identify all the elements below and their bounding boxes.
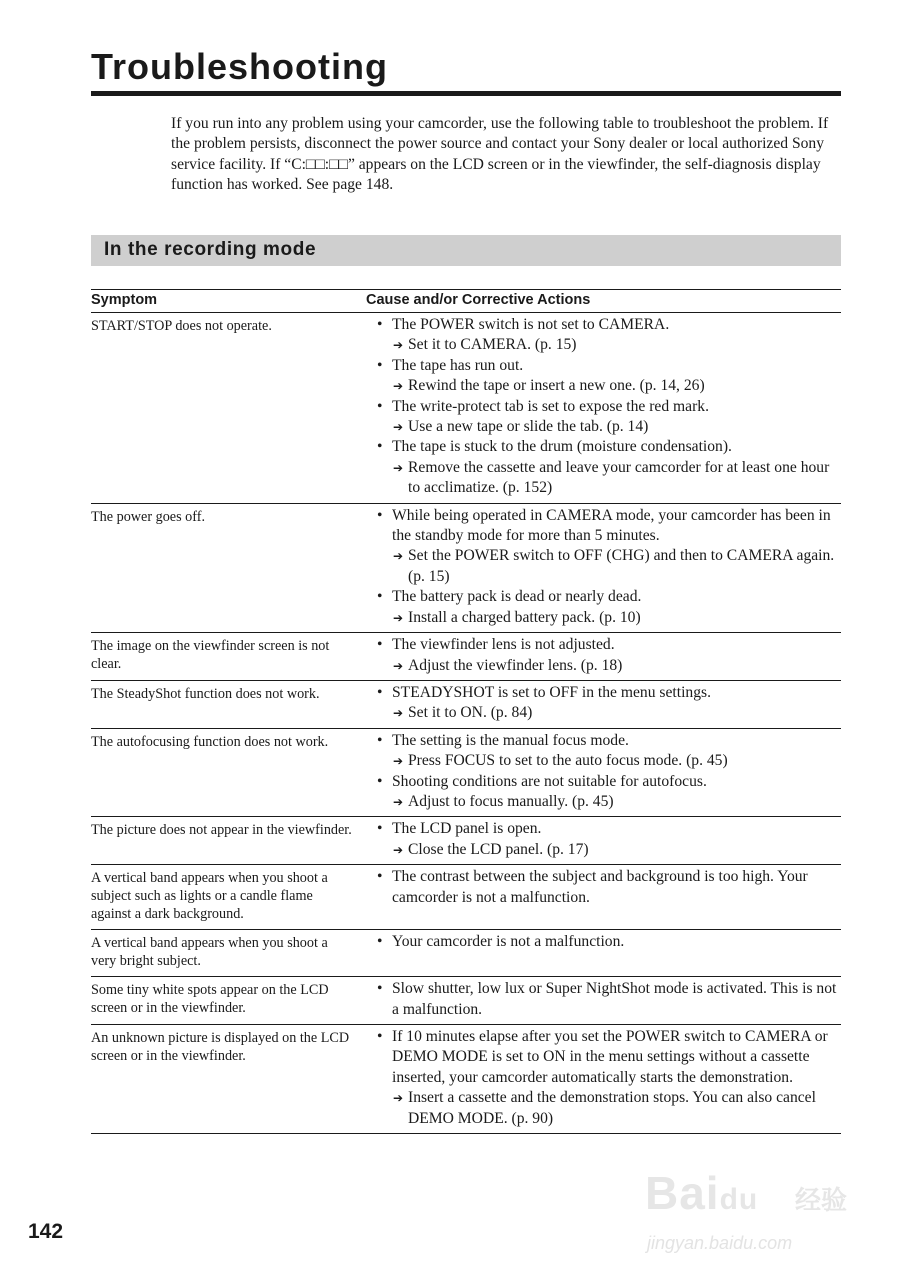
actions-cell: [366, 817, 841, 865]
table-row: [91, 865, 841, 930]
bullet-icon: •: [377, 980, 383, 998]
bullet-icon: •: [377, 683, 383, 701]
arrow-right-icon: ➔: [393, 842, 404, 857]
symptom-cell: The autofocusing function does not work.: [91, 728, 366, 817]
symptom-cell: The SteadyShot function does not work.: [91, 680, 366, 728]
arrow-right-icon: ➔: [393, 658, 404, 673]
cause-text: STEADYSHOT is set to OFF in the menu settings.: [392, 683, 711, 701]
remedy-text: Install a charged battery pack. (p. 10): [408, 608, 641, 626]
actions-cell: [366, 1024, 841, 1133]
cause-text: The setting is the manual focus mode.: [392, 731, 629, 749]
arrow-right-icon: ➔: [393, 754, 404, 769]
bullet-icon: •: [377, 820, 383, 838]
remedy-text: Set it to ON. (p. 84): [408, 704, 533, 722]
watermark-sub: 经验: [795, 1186, 848, 1216]
remedy-item: [366, 417, 841, 437]
cause-text: If 10 minutes elapse after you set the POWER switch to CAMERA or DEMO MODE is set to ON in the menu settings without a cassette inserted, your camcorder automatically starts the demonstration.: [392, 1027, 828, 1086]
table-row: [91, 817, 841, 865]
arrow-right-icon: ➔: [393, 794, 404, 809]
cause-item: [366, 635, 841, 655]
cause-item: [366, 506, 841, 547]
remedy-text: Set the POWER switch to OFF (CHG) and then to CAMERA again. (p. 15): [408, 547, 835, 585]
watermark-url: jingyan.baidu.com: [647, 1233, 793, 1253]
cause-item: [366, 932, 841, 952]
cause-item: [366, 315, 841, 335]
cause-text: The tape is stuck to the drum (moisture condensation).: [392, 438, 732, 456]
cause-text: The tape has run out.: [392, 356, 524, 374]
section-heading: In the recording mode: [104, 239, 317, 260]
cause-item: [366, 356, 841, 376]
table-row: [91, 1024, 841, 1133]
symptom-header: Symptom: [91, 290, 366, 313]
bullet-icon: •: [377, 1027, 383, 1045]
actions-cell: [366, 633, 841, 681]
arrow-right-icon: ➔: [393, 610, 404, 625]
bullet-icon: •: [377, 438, 383, 456]
cause-text: The write-protect tab is set to expose the red mark.: [392, 397, 709, 415]
symptom-cell: The image on the viewfinder screen is not clear.: [91, 633, 366, 681]
table-header-row: [91, 290, 841, 313]
remedy-item: [366, 546, 841, 587]
remedy-text: Insert a cassette and the demonstration stops. You can also cancel DEMO MODE. (p. 90): [408, 1089, 816, 1127]
table-row: [91, 313, 841, 504]
table-row: [91, 633, 841, 681]
table-row: [91, 728, 841, 817]
arrow-right-icon: ➔: [393, 706, 404, 721]
remedy-text: Set it to CAMERA. (p. 15): [408, 336, 577, 354]
remedy-item: [366, 656, 841, 676]
cause-text: The viewfinder lens is not adjusted.: [392, 636, 615, 654]
page-title: Troubleshooting: [91, 46, 388, 87]
symptom-cell: The power goes off.: [91, 503, 366, 632]
table-row: [91, 977, 841, 1025]
arrow-right-icon: ➔: [393, 1091, 404, 1106]
cause-text: The contrast between the subject and background is too high. Your camcorder is not a malfunction.: [392, 868, 808, 906]
symptom-cell: The picture does not appear in the viewfinder.: [91, 817, 366, 865]
remedy-text: Press FOCUS to set to the auto focus mode. (p. 45): [408, 752, 728, 770]
actions-cell: [366, 728, 841, 817]
arrow-right-icon: ➔: [393, 420, 404, 435]
remedy-item: [366, 376, 841, 396]
symptom-cell: An unknown picture is displayed on the LCD screen or in the viewfinder.: [91, 1024, 366, 1133]
remedy-text: Adjust the viewfinder lens. (p. 18): [408, 656, 623, 674]
remedy-text: Use a new tape or slide the tab. (p. 14): [408, 418, 649, 436]
remedy-text: Remove the cassette and leave your camcorder for at least one hour to acclimatize. (p. 152): [408, 458, 830, 497]
symptom-cell: START/STOP does not operate.: [91, 313, 366, 504]
cause-item: [366, 1027, 841, 1088]
cause-text: While being operated in CAMERA mode, your camcorder has been in the standby mode for more than 5 minutes.: [392, 506, 831, 545]
bullet-icon: •: [377, 588, 383, 606]
symptom-cell: A vertical band appears when you shoot a very bright subject.: [91, 930, 366, 977]
cause-item: [366, 731, 841, 751]
arrow-right-icon: ➔: [393, 338, 404, 353]
bullet-icon: •: [377, 506, 383, 524]
table-row: [91, 680, 841, 728]
bullet-icon: •: [377, 868, 383, 886]
remedy-item: [366, 792, 841, 812]
actions-cell: [366, 865, 841, 930]
remedy-item: [366, 1088, 841, 1129]
bullet-icon: •: [377, 397, 383, 415]
bullet-icon: •: [377, 316, 383, 333]
cause-item: [366, 819, 841, 839]
bullet-icon: •: [377, 772, 383, 790]
cause-item: [366, 772, 841, 792]
arrow-right-icon: ➔: [393, 460, 404, 475]
cause-text: Your camcorder is not a malfunction.: [392, 933, 625, 951]
remedy-text: Adjust to focus manually. (p. 45): [408, 792, 614, 810]
bullet-icon: •: [377, 731, 383, 749]
cause-item: [366, 683, 841, 703]
table-row: [91, 503, 841, 632]
cause-header: Cause and/or Corrective Actions: [366, 290, 841, 313]
section-heading-bar: [91, 235, 841, 266]
troubleshooting-table: [91, 289, 841, 1134]
baidu-watermark: [645, 1148, 875, 1268]
cause-item: [366, 397, 841, 417]
bullet-icon: •: [377, 356, 383, 374]
actions-cell: [366, 503, 841, 632]
remedy-item: [366, 703, 841, 723]
remedy-item: [366, 335, 841, 355]
title-rule: [91, 91, 841, 96]
remedy-item: [366, 608, 841, 628]
actions-cell: [366, 313, 841, 504]
table-row: [91, 930, 841, 977]
arrow-right-icon: ➔: [393, 379, 404, 394]
remedy-item: [366, 751, 841, 771]
cause-item: [366, 867, 841, 908]
watermark-logo: Baidu: [645, 1167, 759, 1219]
cause-text: The LCD panel is open.: [392, 820, 542, 838]
remedy-item: [366, 458, 841, 499]
remedy-item: [366, 840, 841, 860]
symptom-cell: Some tiny white spots appear on the LCD screen or in the viewfinder.: [91, 977, 366, 1025]
cause-item: [366, 587, 841, 607]
cause-text: Slow shutter, low lux or Super NightShot mode is activated. This is not a malfunction.: [392, 980, 837, 1018]
actions-cell: [366, 680, 841, 728]
cause-text: The POWER switch is not set to CAMERA.: [392, 316, 670, 333]
remedy-text: Rewind the tape or insert a new one. (p. 14, 26): [408, 377, 705, 395]
remedy-text: Close the LCD panel. (p. 17): [408, 840, 589, 858]
table-body: [91, 313, 841, 1134]
actions-cell: [366, 977, 841, 1025]
cause-text: The battery pack is dead or nearly dead.: [392, 588, 642, 606]
bullet-icon: •: [377, 636, 383, 654]
actions-cell: [366, 930, 841, 977]
cause-item: [366, 979, 841, 1020]
cause-text: Shooting conditions are not suitable for autofocus.: [392, 772, 707, 790]
page-number: 142: [28, 1220, 64, 1243]
bullet-icon: •: [377, 933, 383, 951]
symptom-cell: A vertical band appears when you shoot a subject such as lights or a candle flame against a dark background.: [91, 865, 366, 930]
intro-paragraph: If you run into any problem using your camcorder, use the following table to troubleshoot the problem. If the problem persists, disconnect the power source and contact your Sony dealer or local authorized Sony service facility. If “C:□□:□□” appears on the LCD screen or in the viewfinder, the self-diagnosis display function has worked. See page 148.: [171, 115, 829, 193]
cause-item: [366, 437, 841, 457]
arrow-right-icon: ➔: [393, 549, 404, 564]
